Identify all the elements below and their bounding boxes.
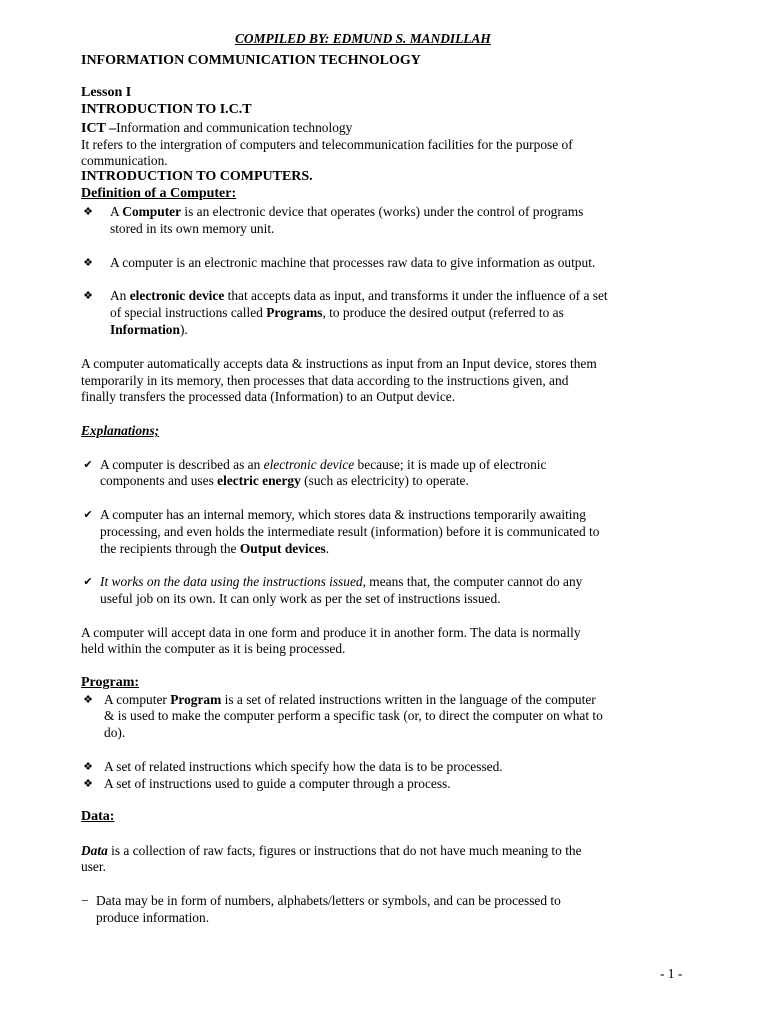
text-run: , to produce the desired output (referred to as [322, 305, 564, 320]
explanation-item-2: A computer has an internal memory, which stores data & instructions temporarily awaiting [100, 507, 586, 522]
data-form-line-2: produce information. [96, 910, 210, 925]
auto-para-line-3: finally transfers the processed data (Information) to an Output device. [81, 389, 456, 404]
italic-run: It works on the data using the instructions issued, [100, 574, 366, 589]
integration-line-1: It refers to the intergration of computers and telecommunication facilities for the purpose of [81, 137, 573, 152]
text-run: A computer [104, 692, 171, 707]
definition-item-3-line-2 [110, 305, 564, 322]
keyword-electronic-device: electronic device [129, 288, 225, 303]
text-run: An [110, 288, 130, 303]
text-run: (such as electricity) to operate. [300, 473, 469, 488]
keyword-information: Information [110, 322, 180, 337]
auto-para-line-2: temporarily in its memory, then processes that data according to the instructions given, and [81, 373, 569, 388]
data-definition [81, 843, 582, 860]
definition-item-3 [110, 288, 608, 305]
text-run: the recipients through the [100, 541, 240, 556]
text-run: of special instructions called [110, 305, 267, 320]
explanation-item-1 [100, 457, 546, 474]
compiled-by-header: COMPILED BY: EDMUND S. MANDILLAH [235, 31, 491, 46]
ict-expansion: Information and communication technology [116, 120, 353, 135]
diamond-bullet-icon: ❖ [83, 778, 93, 790]
definition-item-1-line-2: stored in its own memory unit. [110, 221, 275, 236]
explanation-item-3-line-2: useful job on its own. It can only work as per the set of instructions issued. [100, 591, 501, 606]
text-run: is an electronic device that operates (works) under the control of programs [181, 204, 584, 219]
text-run: is a collection of raw facts, figures or instructions that do not have much meaning to the [107, 843, 582, 858]
definition-item-1 [110, 204, 583, 221]
explanation-item-3 [100, 574, 582, 591]
check-bullet-icon: ✔ [83, 509, 93, 521]
program-item-3: A set of instructions used to guide a computer through a process. [104, 776, 451, 791]
program-item-2: A set of related instructions which specify how the data is to be processed. [104, 759, 503, 774]
diamond-bullet-icon: ❖ [83, 206, 93, 218]
data-definition-line-2: user. [81, 859, 106, 874]
keyword-electric-energy: electric energy [217, 473, 301, 488]
diamond-bullet-icon: ❖ [83, 257, 93, 269]
keyword-computer: Computer [122, 204, 182, 219]
explanations-heading: Explanations; [81, 423, 160, 438]
auto-para-line-1: A computer automatically accepts data & instructions as input from an Input device, stores them [81, 356, 597, 371]
text-run: because; it is made up of electronic [354, 457, 547, 472]
program-item-1-line-3: do). [104, 725, 126, 740]
explanation-item-1-line-2 [100, 473, 469, 490]
program-heading: Program: [81, 675, 140, 690]
intro-computers-heading: INTRODUCTION TO COMPUTERS. [81, 169, 313, 184]
definition-item-3-line-3 [110, 322, 188, 339]
diamond-bullet-icon: ❖ [83, 761, 93, 773]
form-para-line-2: held within the computer as it is being processed. [81, 641, 346, 656]
program-item-1-line-2: & is used to make the computer perform a specific task (or, to direct the computer on what to [104, 708, 603, 723]
keyword-output-devices: Output devices [239, 541, 326, 556]
definition-item-2: A computer is an electronic machine that processes raw data to give information as output. [110, 255, 596, 270]
document-title: INFORMATION COMMUNICATION TECHNOLOGY [81, 53, 421, 68]
text-run: ). [179, 322, 188, 337]
diamond-bullet-icon: ❖ [83, 694, 93, 706]
intro-ict-heading: INTRODUCTION TO I.C.T [81, 102, 252, 117]
form-para-line-1: A computer will accept data in one form and produce it in another form. The data is normally [81, 625, 581, 640]
keyword-programs: Programs [266, 305, 323, 320]
text-run: . [325, 541, 330, 556]
text-run: that accepts data as input, and transforms it under the influence of a set [224, 288, 608, 303]
text-run: components and uses [100, 473, 218, 488]
lesson-label: Lesson I [81, 85, 132, 100]
definition-heading: Definition of a Computer: [81, 186, 237, 201]
page-number: - 1 - [660, 966, 683, 981]
explanation-item-2-line-2: processing, and even holds the intermediate result (information) before it is communicated to [100, 524, 600, 539]
data-heading: Data: [81, 809, 115, 824]
keyword-data: Data [81, 843, 108, 858]
explanation-item-2-line-3 [100, 541, 329, 558]
text-run: means that, the computer cannot do any [365, 574, 583, 589]
check-bullet-icon: ✔ [83, 459, 93, 471]
keyword-electronic-device: electronic device [263, 457, 355, 472]
ict-definition [81, 120, 352, 138]
keyword-program: Program [170, 692, 222, 707]
text-run: is a set of related instructions written in the language of the computer [221, 692, 596, 707]
ict-abbr: ICT – [81, 121, 117, 136]
text-run: A [110, 204, 123, 219]
data-form-line-1: Data may be in form of numbers, alphabets/letters or symbols, and can be processed to [96, 893, 561, 908]
diamond-bullet-icon: ❖ [83, 290, 93, 302]
integration-line-2: communication. [81, 153, 168, 168]
dash-bullet: − [81, 893, 89, 908]
check-bullet-icon: ✔ [83, 576, 93, 588]
text-run: A computer is described as an [100, 457, 264, 472]
program-item-1 [104, 692, 596, 709]
